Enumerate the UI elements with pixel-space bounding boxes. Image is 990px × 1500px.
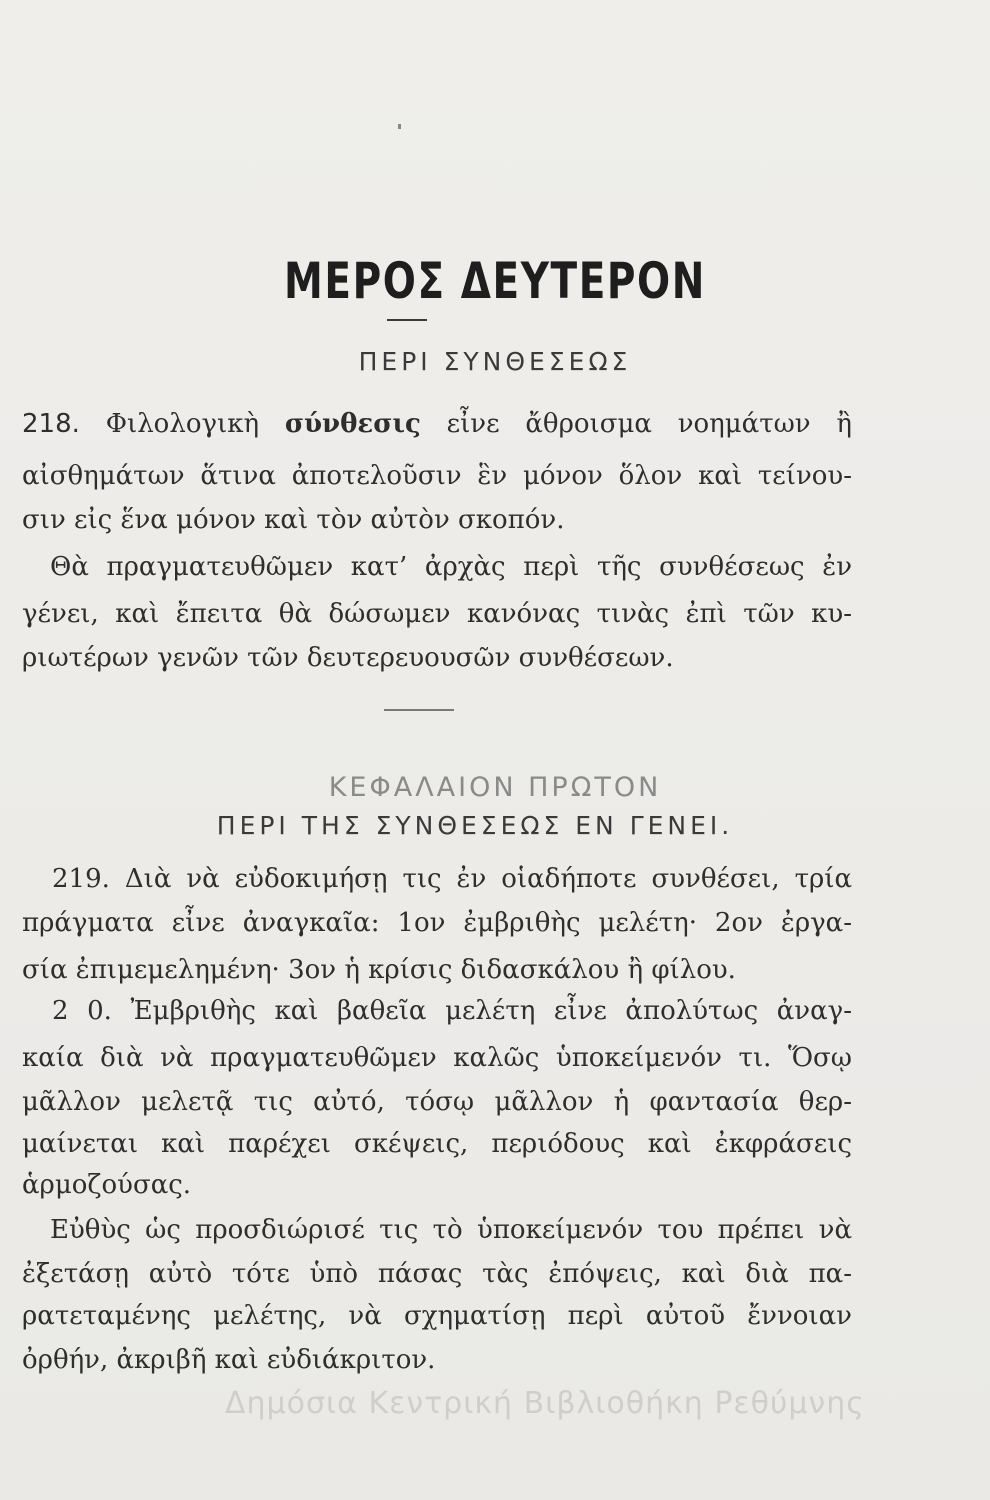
text-line-220-8: ρατεταμένης μελέτης, νὰ σχηματίσῃ περὶ αὐτοῦ ἔννοιαν [22, 1301, 852, 1331]
text-line-220-4: μαίνεται καὶ παρέχει σκέψεις, περιόδους καὶ ἐκφράσεις [22, 1129, 852, 1159]
text-line-218-5: γένει, καὶ ἔπειτα θὰ δώσωμεν κανόνας τινὰς ἐπὶ τῶν κυ- [22, 599, 852, 629]
text-line-220-7: ἐξετάσῃ αὐτὸ τότε ὑπὸ πάσας τὰς ἐπόψεις, καὶ διὰ πα- [22, 1259, 852, 1289]
text-line-220-9: ὀρθήν, ἀκριβῆ καὶ εὐδιάκριτον. [22, 1345, 436, 1375]
chapter-title: ΚΕΦΑΛΑΙΟΝ ΠΡΩΤΟΝ [328, 772, 662, 803]
section-title: ΠΕΡΙ ΣΥΝΘΕΣΕΩΣ [358, 347, 632, 376]
text-line-219-3: σία ἐπιμεμελημένη· 3ον ἡ κρίσις διδασκάλου ἢ φίλου. [22, 955, 736, 985]
text-line-219-2: πράγματα εἶνε ἀναγκαῖα: 1ον ἐμβριθὴς μελέτη· 2ον ἐργα- [22, 908, 852, 938]
text-line-220-5: ἁρμοζούσας. [22, 1170, 192, 1200]
text-line-218-6: ριωτέρων γενῶν τῶν δευτερευουσῶν συνθέσεων. [22, 643, 674, 673]
title-rule [387, 319, 427, 321]
print-speck [398, 124, 401, 129]
section-divider [384, 709, 454, 711]
text-line-220-3: μᾶλλον μελετᾷ τις αὐτό, τόσῳ μᾶλλον ἡ φαντασία θερ- [22, 1087, 852, 1117]
chapter-subtitle: ΠΕΡΙ ΤΗΣ ΣΥΝΘΕΣΕΩΣ ΕΝ ΓΕΝΕΙ. [216, 811, 734, 840]
text-line-219-1: 219. Διὰ νὰ εὐδοκιμήσῃ τις ἐν οἱαδήποτε συνθέσει, τρία [52, 864, 852, 894]
text-line-218-2: αἰσθημάτων ἅτινα ἀποτελοῦσιν ἓν μόνον ὅλον καὶ τείνου- [22, 461, 852, 491]
text-line-218-3: σιν εἰς ἕνα μόνον καὶ τὸν αὐτὸν σκοπόν. [22, 505, 565, 535]
part-title: ΜΕΡΟΣ ΔΕΥΤΕΡΟΝ [284, 252, 706, 310]
text-line-218-1: 218. Φιλολογικὴ σύνθεσις εἶνε ἄθροισμα νοημάτων ἢ [22, 409, 852, 439]
text-line-220-6: Εὐθὺς ὡς προσδιώρισέ τις τὸ ὑποκείμενόν του πρέπει νὰ [50, 1215, 852, 1245]
library-watermark: Δημόσια Κεντρική Βιβλιοθήκη Ρεθύμνης [225, 1386, 865, 1421]
text-line-218-4: Θὰ πραγματευθῶμεν κατ’ ἀρχὰς περὶ τῆς συνθέσεως ἐν [50, 552, 852, 582]
text-line-220-2: καία διὰ νὰ πραγματευθῶμεν καλῶς ὑποκείμενόν τι. Ὅσῳ [22, 1043, 852, 1073]
text-line-220-1: 2 0. Ἐμβριθὴς καὶ βαθεῖα μελέτη εἶνε ἀπολύτως ἀναγ- [52, 996, 852, 1026]
